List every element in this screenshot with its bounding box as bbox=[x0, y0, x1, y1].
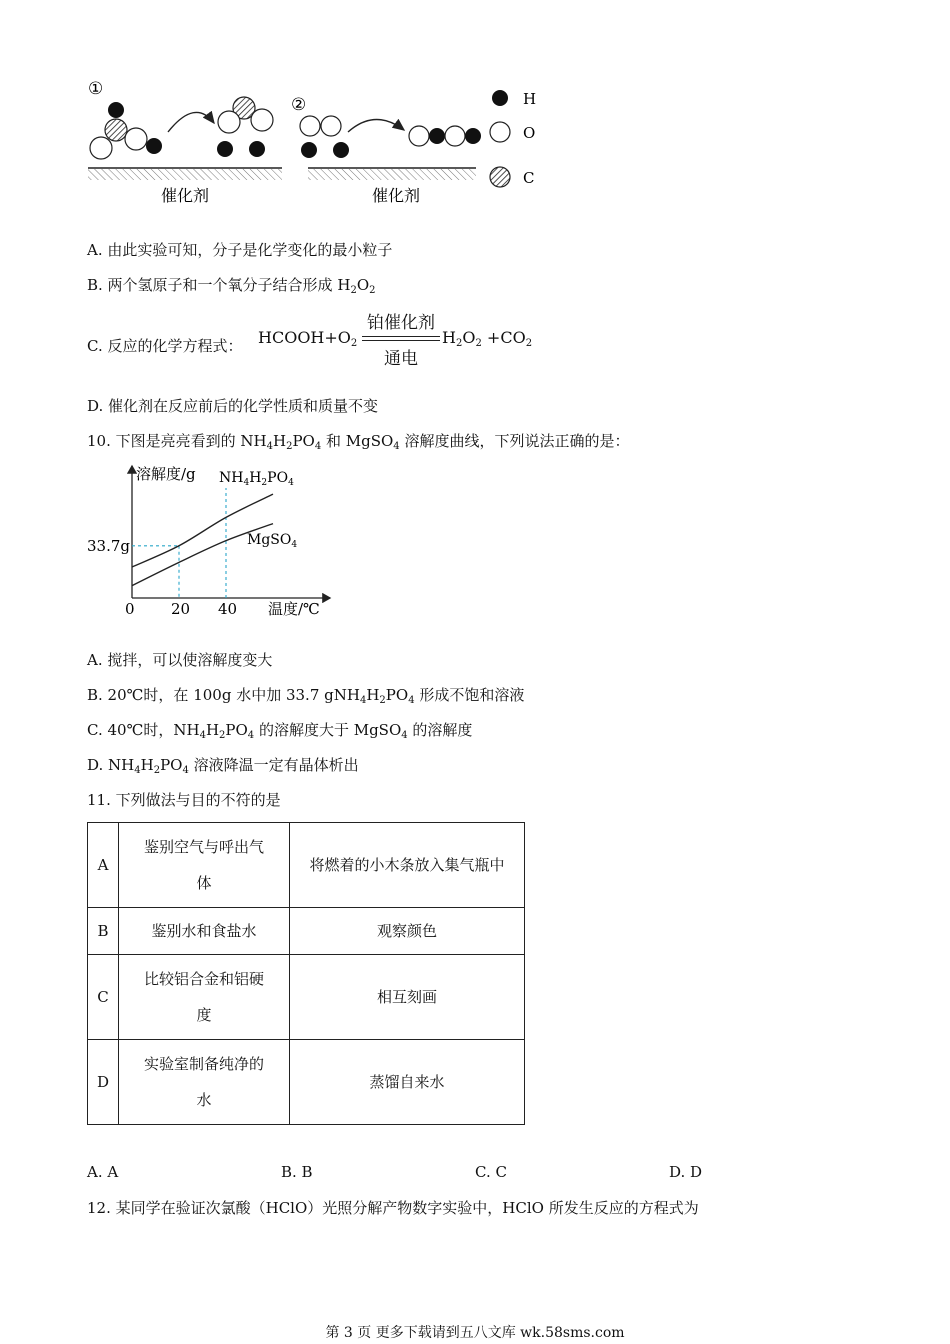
o-atom bbox=[125, 128, 147, 150]
equation-equals-line bbox=[362, 336, 440, 337]
q9-option-c: C. 反应的化学方程式： bbox=[87, 337, 243, 355]
c-atom bbox=[105, 119, 127, 141]
q10-stem: 10. 下图是亮亮看到的 $NH_4H_2PO_4$ 和 MgSO$_4$ 溶解度曲线，下列说法正确的是： bbox=[87, 432, 630, 452]
table-cell-purpose: 鉴别水和食盐水 bbox=[119, 908, 290, 955]
catalyst-hatching bbox=[308, 169, 476, 180]
panel-2-label: ② bbox=[291, 95, 307, 115]
o-atom bbox=[409, 126, 429, 146]
nh4h2po4-series-label: $NH_4H_2PO_4$ bbox=[219, 470, 294, 488]
page-footer: 第 3 页 更多下载请到五八文库 wk.58sms.com bbox=[325, 1325, 625, 1341]
table-cell-method: 蒸馏自来水 bbox=[290, 1040, 525, 1125]
table-cell-method: 将燃着的小木条放入集气瓶中 bbox=[290, 823, 525, 908]
legend-h-label: H bbox=[523, 90, 537, 108]
y-axis-label: 溶解度/g bbox=[136, 465, 196, 483]
chemical-equation: $HCOOH+O_2$ 铂催化剂 通电 $H_2O_2 +CO_2$ bbox=[258, 308, 548, 368]
x-tick-label: 20 bbox=[171, 600, 191, 618]
h-atom bbox=[301, 142, 317, 158]
legend-o-icon bbox=[490, 122, 510, 142]
catalyst-label: 催化剂 bbox=[161, 186, 210, 205]
h-atom bbox=[465, 128, 481, 144]
reaction-arrow bbox=[348, 119, 404, 132]
o-atom bbox=[218, 111, 240, 133]
table-cell-method: 观察颜色 bbox=[290, 908, 525, 955]
o-atom bbox=[321, 116, 341, 136]
h-atom bbox=[249, 141, 265, 157]
equation-condition-above: 铂催化剂 bbox=[367, 313, 435, 333]
q11-stem: 11. 下列做法与目的不符的是 bbox=[87, 791, 281, 809]
table-row bbox=[88, 908, 525, 955]
y-tick-label: 33.7g bbox=[87, 536, 131, 555]
legend-c-icon bbox=[490, 167, 510, 187]
table-cell-key: C bbox=[88, 955, 119, 1040]
catalyst-label: 催化剂 bbox=[372, 186, 421, 205]
q10-option-b: B. 20℃时，在 100g 水中加 33.7 $gNH_4H_2PO_4$ 形成不饱和溶液 bbox=[87, 686, 525, 706]
q11-option-b: B. B bbox=[281, 1163, 313, 1181]
h-atom bbox=[429, 128, 445, 144]
q9-option-a: A. 由此实验可知，分子是化学变化的最小粒子 bbox=[87, 241, 393, 259]
equation-equals-line bbox=[362, 340, 440, 341]
q11-option-a: A. A bbox=[87, 1163, 119, 1181]
q11-option-d: D. D bbox=[669, 1163, 703, 1181]
table-cell-purpose: 鉴别空气与呼出气 体 bbox=[119, 823, 290, 908]
q9-option-d: D. 催化剂在反应前后的化学性质和质量不变 bbox=[87, 397, 379, 415]
h-atom bbox=[333, 142, 349, 158]
table-row bbox=[88, 955, 525, 1040]
x-axis-label: 温度/℃ bbox=[268, 600, 320, 618]
o-atom bbox=[445, 126, 465, 146]
table-cell-purpose: 比较铝合金和铝硬 度 bbox=[119, 955, 290, 1040]
reaction-arrow bbox=[168, 112, 214, 132]
legend-c-label: C bbox=[523, 169, 535, 187]
table-cell-key: B bbox=[88, 908, 119, 955]
table-cell-purpose: 实验室制备纯净的 水 bbox=[119, 1040, 290, 1125]
legend-o-label: O bbox=[523, 124, 536, 142]
h-atom bbox=[108, 102, 124, 118]
table-cell-key: A bbox=[88, 823, 119, 908]
table-cell-key: D bbox=[88, 1040, 119, 1125]
q10-option-a: A. 搅拌，可以使溶解度变大 bbox=[87, 651, 273, 669]
q11-option-c: C. C bbox=[475, 1163, 507, 1181]
o-atom bbox=[251, 109, 273, 131]
panel-1-label: ① bbox=[88, 79, 104, 99]
h-atom bbox=[217, 141, 233, 157]
x-tick-label: 40 bbox=[218, 600, 238, 618]
table-row bbox=[88, 1040, 525, 1125]
o-atom bbox=[300, 116, 320, 136]
legend-h-icon bbox=[492, 90, 508, 106]
o-atom bbox=[90, 137, 112, 159]
x-tick-label: 0 bbox=[125, 600, 135, 618]
q12-stem: 12. 某同学在验证次氯酸（HClO）光照分解产物数字实验中，HClO 所发生反应的方程式为 bbox=[87, 1199, 699, 1217]
q9-option-b: B. 两个氢原子和一个氧分子结合形成 $H_2O_2$ bbox=[87, 276, 376, 296]
equation-condition-below: 通电 bbox=[384, 349, 418, 369]
reaction-diagram bbox=[80, 70, 550, 210]
catalyst-hatching bbox=[88, 169, 282, 180]
h-atom bbox=[146, 138, 162, 154]
q10-option-c: C. 40℃时，$NH_4H_2PO_4$ 的溶解度大于 MgSO$_4$ 的溶解度 bbox=[87, 721, 473, 741]
solubility-chart bbox=[80, 460, 340, 622]
mgso4-series-label: MgSO$_4$ bbox=[247, 532, 298, 550]
q10-option-d: D. $NH_4H_2PO_4$ 溶液降温一定有晶体析出 bbox=[87, 756, 359, 776]
table-row bbox=[88, 823, 525, 908]
q11-table bbox=[87, 822, 525, 1125]
table-cell-method: 相互刻画 bbox=[290, 955, 525, 1040]
